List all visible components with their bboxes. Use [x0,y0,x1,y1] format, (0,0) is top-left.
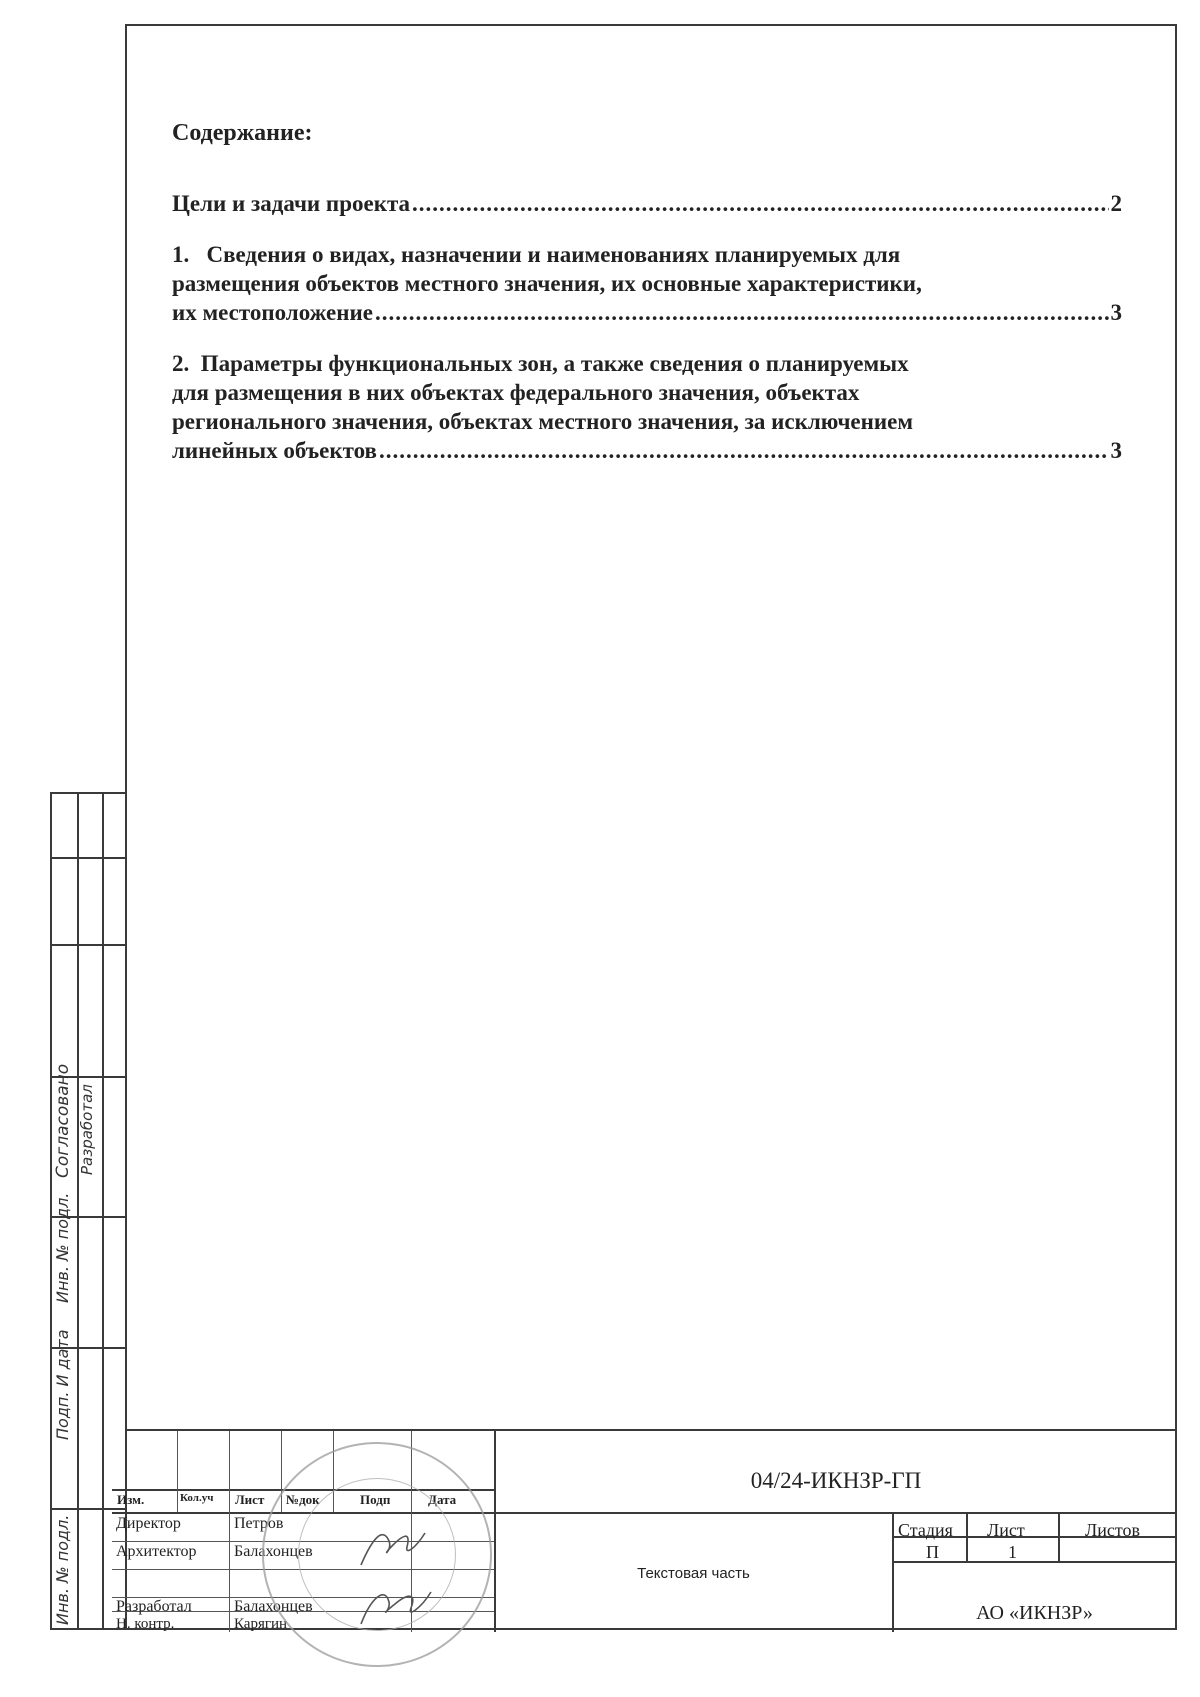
sheet-value: 1 [1008,1542,1017,1562]
role-norm-control: Н. контр. [116,1616,175,1632]
col-data: Дата [428,1492,457,1507]
toc-entry-title: Цели и задачи проекта [172,191,411,216]
toc-leader-dots [375,298,1109,327]
col-izm: Изм. [117,1492,145,1507]
razrabotal-label: Разработал [78,1084,96,1175]
role-director: Директор [116,1515,181,1532]
table-of-contents [172,120,1122,487]
col-ndok: №док [286,1492,320,1507]
signature-architect [355,1515,430,1575]
stage-value: П [926,1542,939,1562]
toc-entry-text-line: 2. Параметры функциональных зон, а также сведения о планируемых [172,351,909,376]
toc-page-number: 3 [1110,438,1122,463]
name-director: Петров [234,1515,284,1532]
toc-entry-title: линейных объектов [172,438,377,463]
toc-entry-title: их местоположение [172,300,373,325]
role-developer: Разработал [116,1598,192,1615]
toc-leader-dots [412,189,1108,218]
name-norm-control: Карягин [234,1616,288,1632]
col-podp: Подп [360,1492,391,1507]
name-architect: Балахонцев [234,1543,313,1560]
toc-entry-goals [172,189,1122,218]
col-list: Лист [235,1492,265,1507]
toc-entry-text-line: регионального значения, объектах местного значения, за исключением [172,409,914,434]
inv-podl-label: Инв. № подл. [53,1192,72,1303]
toc-entry-2 [172,349,1122,465]
inv-podl-label: Инв. № подл. [53,1514,72,1625]
toc-heading: Содержание: [172,120,313,146]
signature-developer [355,1578,435,1633]
sheets-header: Листов [1085,1520,1140,1540]
document-description: Текстовая часть [637,1565,750,1582]
podp-data-label: Подп. И дата [53,1329,72,1440]
organization-name: АО «ИКНЗР» [976,1602,1093,1624]
sheet-header: Лист [987,1520,1025,1540]
toc-entry-text-line: 1. Сведения о видах, назначении и наименованиях планируемых для [172,242,901,267]
name-developer: Балахонцев [234,1598,313,1615]
toc-page-number: 3 [1110,300,1122,325]
role-architect: Архитектор [116,1543,197,1560]
soglasovano-label: Согласовано [53,1063,73,1178]
toc-entry-text-line: размещения объектов местного значения, их основные характеристики, [172,271,922,296]
col-kol-uch: Кол.уч [180,1492,214,1504]
toc-leader-dots [379,436,1109,465]
toc-page-number: 2 [1110,191,1122,216]
stage-header: Стадия [898,1520,953,1540]
toc-entry-1 [172,240,1122,327]
document-code: 04/24-ИКНЗР-ГП [750,1468,922,1493]
toc-entry-text-line: для размещения в них объектах федерального значения, объектах [172,380,860,405]
